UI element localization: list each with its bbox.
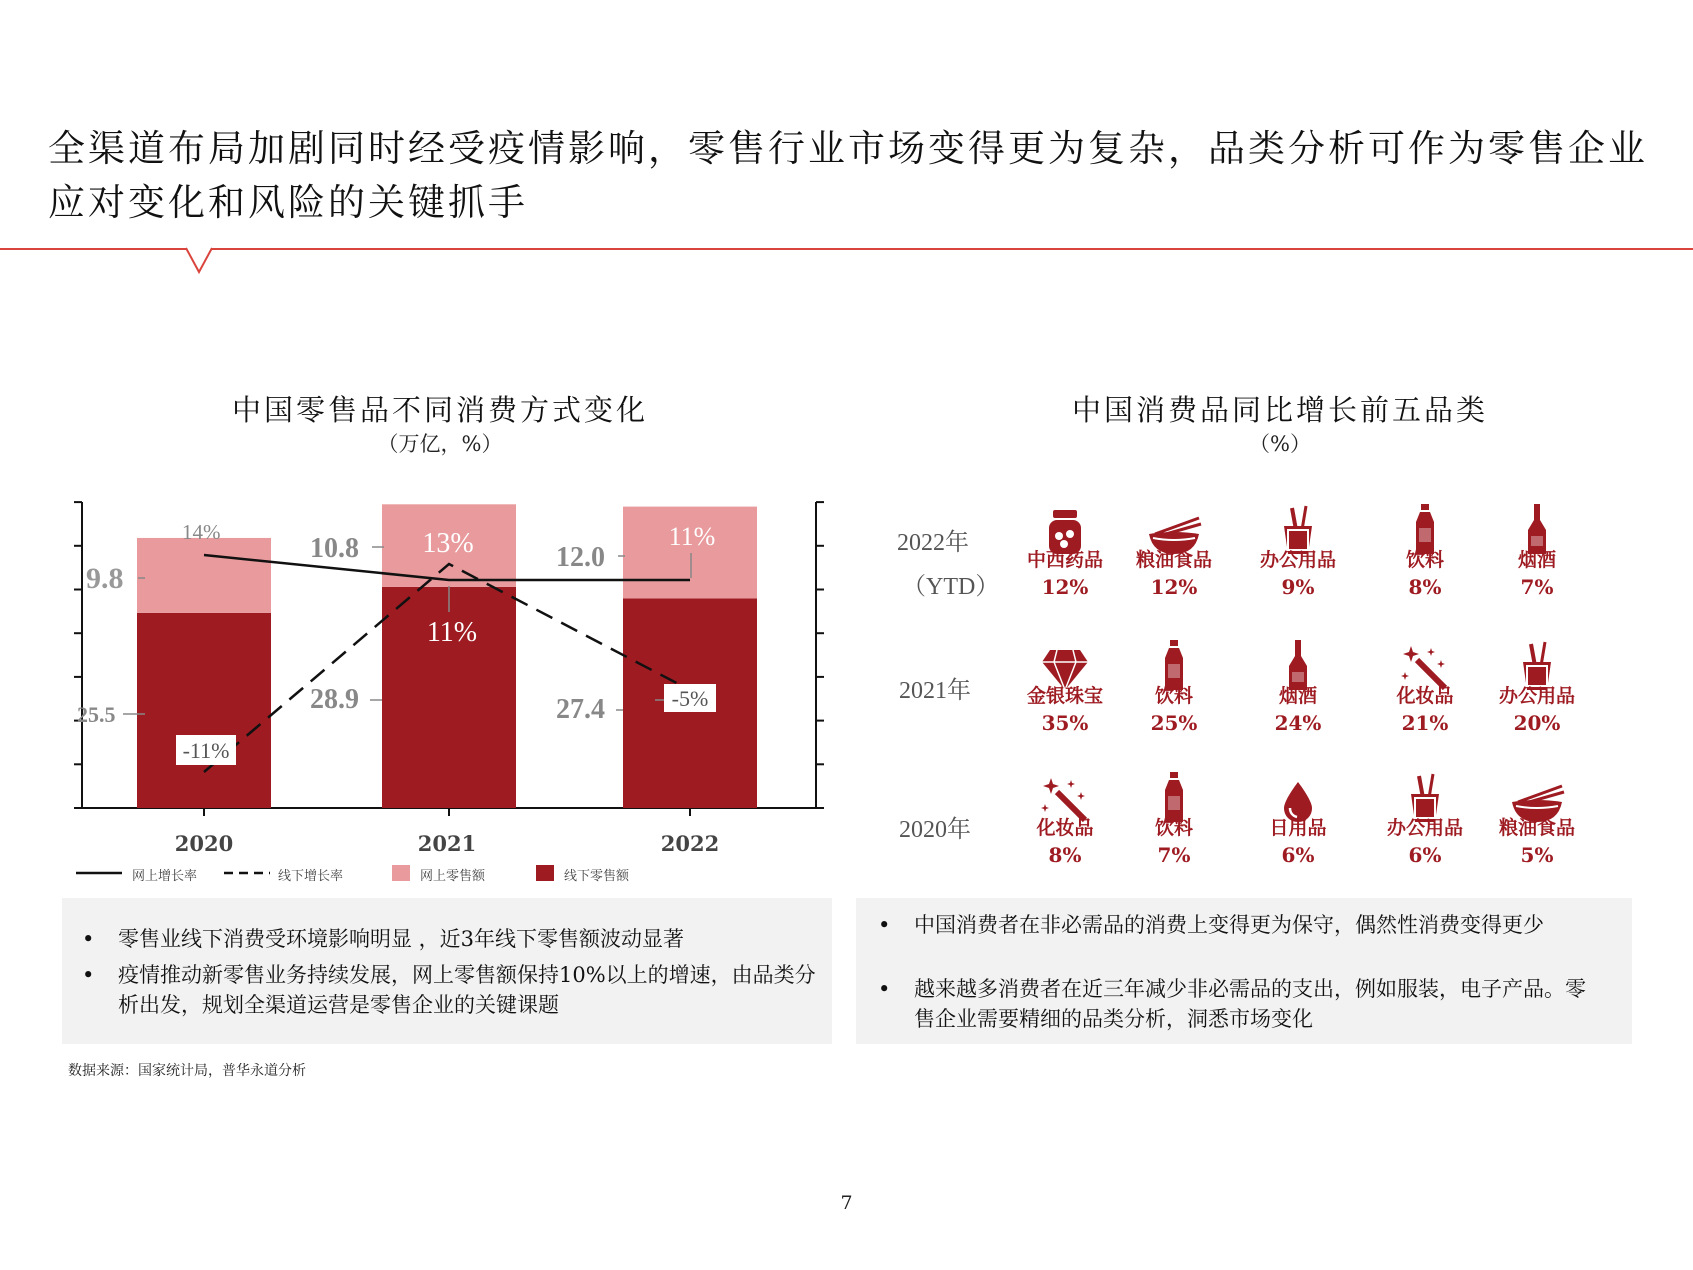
online-growth-label: 11% — [668, 522, 716, 551]
right-bullet-2: • 越来越多消费者在近三年减少非必需品的支出，例如服装，电子产品。零售企业需要精细的品类分析，洞悉市场变化 — [878, 977, 1586, 1031]
category-name: 烟酒 — [1517, 549, 1556, 571]
category-name: 办公用品 — [1259, 549, 1336, 571]
left-bullet-2: • 疫情推动新零售业务持续发展，网上零售额保持10%以上的增速，由品类分析出发，规划全渠道运营是零售企业的关键课题 — [82, 963, 816, 1017]
category-name: 饮料 — [1154, 685, 1193, 707]
right-bullet-1: • 中国消费者在非必需品的消费上变得更为保守，偶然性消费变得更少 — [878, 913, 1544, 937]
category-name: 饮料 — [1405, 549, 1444, 571]
page-number: 7 — [840, 1192, 853, 1214]
year-2022-ytd: （YTD） — [902, 574, 1000, 600]
left-bullet-2-text: 疫情推动新零售业务持续发展，网上零售额保持10%以上的增速，由品类分析出发，规划全渠道运营是零售企业的关键课题 — [118, 963, 816, 1017]
category-name: 金银珠宝 — [1026, 685, 1103, 707]
x-tick-2022: 2022 — [660, 831, 720, 856]
online-value-label: 12.0 — [556, 542, 605, 573]
online-growth-label: 11% — [426, 617, 478, 648]
left-bullet-1-text: 零售业线下消费受环境影响明显 ，近3年线下零售额波动显著 — [118, 927, 685, 951]
category-办公用品 — [1375, 772, 1475, 867]
online-value-label: 9.8 — [86, 562, 124, 595]
category-name: 办公用品 — [1498, 685, 1575, 707]
category-name: 日用品 — [1269, 817, 1327, 839]
category-value: 25% — [1150, 711, 1198, 735]
category-value: 24% — [1274, 711, 1322, 735]
page-title: 全渠道布局加剧同时经受疫情影响，零售行业市场变得更为复杂，品类分析可作为零售企业应对变化和风险的关键抓手 — [48, 127, 1648, 224]
offline-bar-2020 — [137, 613, 271, 808]
category-化妆品 — [1015, 776, 1115, 867]
category-办公用品 — [1487, 640, 1587, 735]
category-value: 7% — [1520, 575, 1554, 599]
offline-value-label: 25.5 — [77, 702, 116, 727]
right-panel-title: 中国消费品同比增长前五品类 — [1071, 393, 1488, 427]
category-烟酒 — [1248, 638, 1348, 735]
legend-offline-sales: 线下零售额 — [564, 869, 630, 884]
category-value: 35% — [1041, 711, 1089, 735]
legend-online-sales: 网上零售额 — [420, 869, 486, 884]
category-饮料 — [1375, 502, 1475, 599]
legend-offline-swatch — [536, 865, 554, 881]
category-value: 8% — [1048, 843, 1082, 867]
offline-growth-label: -5% — [671, 686, 709, 711]
category-value: 21% — [1401, 711, 1449, 735]
online-bar-2022 — [623, 507, 757, 599]
right-insight-box — [856, 898, 1632, 1044]
category-name: 粮油食品 — [1135, 549, 1212, 571]
right-bullet-2-text: 越来越多消费者在近三年减少非必需品的支出，例如服装，电子产品。零售企业需要精细的品类分析，洞悉市场变化 — [914, 977, 1586, 1031]
category-日用品 — [1248, 780, 1348, 867]
category-name: 饮料 — [1154, 817, 1193, 839]
legend-offline-growth: 线下增长率 — [278, 869, 344, 884]
left-chart-title: 中国零售品不同消费方式变化 — [231, 393, 648, 427]
x-tick-2020: 2020 — [174, 831, 234, 856]
category-name: 烟酒 — [1278, 685, 1317, 707]
category-饮料 — [1124, 638, 1224, 735]
category-饮料 — [1124, 770, 1224, 867]
category-name: 粮油食品 — [1498, 817, 1575, 839]
category-value: 9% — [1281, 575, 1315, 599]
category-value: 20% — [1513, 711, 1561, 735]
online-value-label: 10.8 — [310, 533, 359, 564]
retail-chart — [0, 0, 850, 860]
category-粮油食品 — [1124, 516, 1224, 599]
category-name: 办公用品 — [1386, 817, 1463, 839]
category-value: 6% — [1281, 843, 1315, 867]
year-2022: 2022年 — [897, 530, 969, 556]
category-value: 8% — [1408, 575, 1442, 599]
category-value: 12% — [1041, 575, 1089, 599]
category-name: 化妆品 — [1396, 685, 1454, 707]
legend-online-growth: 网上增长率 — [132, 869, 198, 884]
category-name: 化妆品 — [1036, 817, 1094, 839]
category-value: 12% — [1150, 575, 1198, 599]
category-金银珠宝 — [1015, 648, 1115, 735]
online-growth-label: 14% — [182, 520, 221, 544]
offline-value-label: 27.4 — [556, 694, 605, 725]
year-2021: 2021年 — [899, 678, 971, 704]
left-chart-subtitle: （万亿，%） — [377, 432, 503, 456]
data-source: 数据来源：国家统计局，普华永道分析 — [68, 1063, 306, 1079]
offline-growth-label: 13% — [422, 528, 474, 559]
left-bullet-1: • 零售业线下消费受环境影响明显 ，近3年线下零售额波动显著 — [82, 927, 685, 951]
year-2020: 2020年 — [899, 817, 971, 843]
online-bar-2020 — [137, 538, 271, 613]
category-name: 中西药品 — [1026, 549, 1103, 571]
offline-value-label: 28.9 — [310, 684, 359, 715]
x-tick-2021: 2021 — [417, 831, 477, 856]
category-烟酒 — [1487, 502, 1587, 599]
category-化妆品 — [1375, 644, 1475, 735]
category-value: 7% — [1157, 843, 1191, 867]
category-value: 5% — [1520, 843, 1554, 867]
category-value: 6% — [1408, 843, 1442, 867]
offline-growth-label: -11% — [182, 738, 230, 763]
category-粮油食品 — [1487, 784, 1587, 867]
category-办公用品 — [1248, 504, 1348, 599]
right-panel-subtitle: （%） — [1249, 432, 1311, 456]
left-insight-box — [62, 898, 832, 1044]
right-bullet-1-text: 中国消费者在非必需品的消费上变得更为保守，偶然性消费变得更少 — [914, 913, 1544, 937]
legend-online-swatch — [392, 865, 410, 881]
category-中西药品 — [1015, 508, 1115, 599]
